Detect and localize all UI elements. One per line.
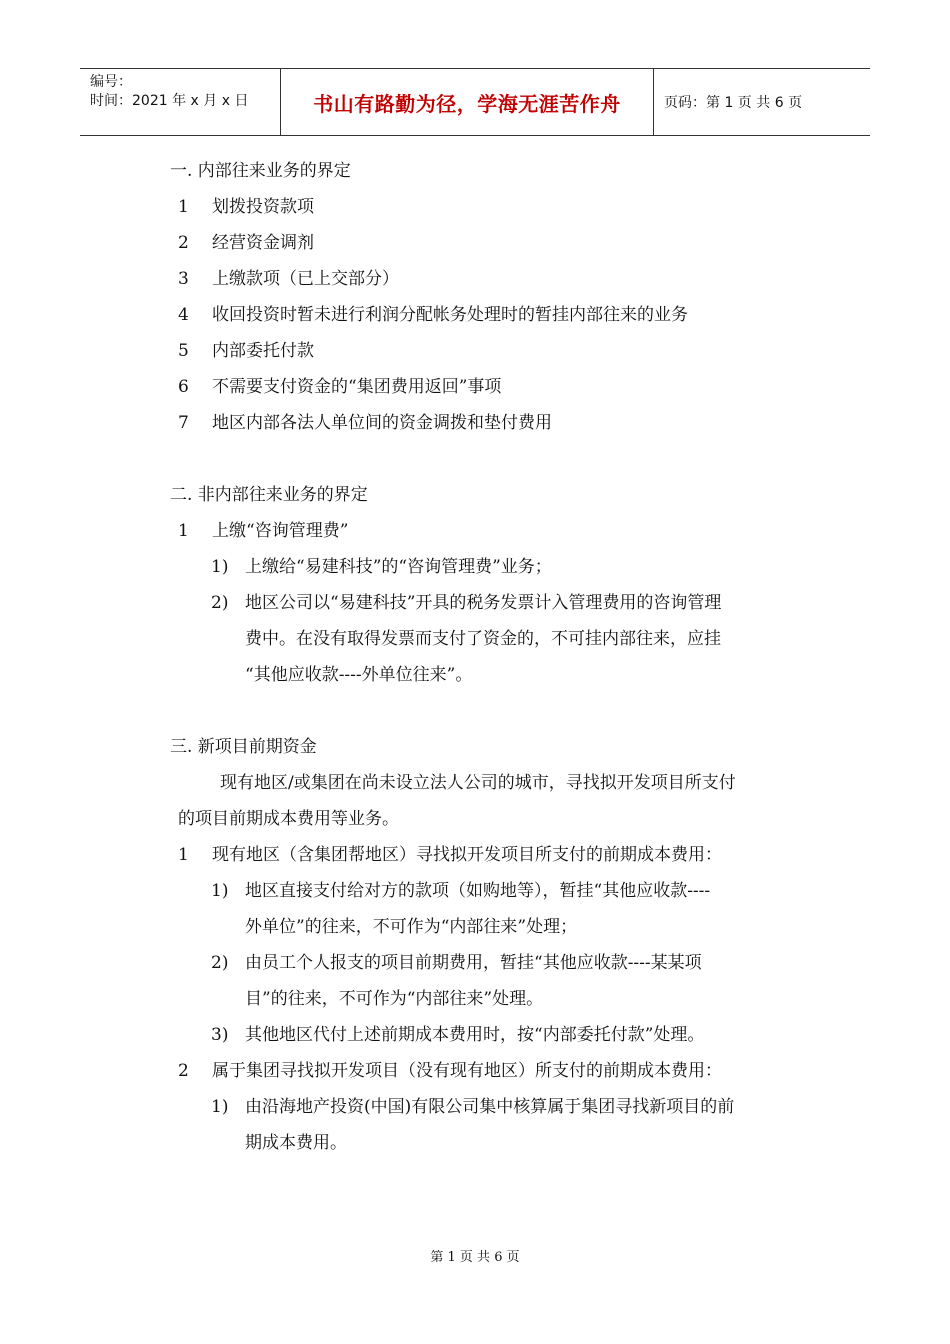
- sub-item-continuation: 费中。在没有取得发票而支付了资金的，不可挂内部往来，应挂: [245, 629, 721, 649]
- list-item-text: 地区内部各法人单位间的资金调拨和垫付费用: [212, 413, 552, 433]
- section-title: 一. 内部往来业务的界定: [170, 161, 351, 181]
- list-item: [178, 340, 314, 362]
- section-title: 三. 新项目前期资金: [170, 737, 317, 757]
- list-item: [178, 196, 314, 218]
- list-item-text: 现有地区（含集团帮地区）寻找拟开发项目所支付的前期成本费用：: [212, 845, 722, 865]
- list-item-number: 1: [178, 521, 189, 541]
- list-item: [178, 232, 314, 254]
- list-item-text: 属于集团寻找拟开发项目（没有现有地区）所支付的前期成本费用：: [212, 1061, 722, 1081]
- sub-item: [211, 952, 702, 974]
- list-item-number: 3: [178, 269, 189, 289]
- sub-item-continuation: 期成本费用。: [245, 1133, 347, 1153]
- sub-item-text: 由沿海地产投资(中国)有限公司集中核算属于集团寻找新项目的前: [245, 1097, 735, 1117]
- list-item: [178, 304, 688, 326]
- sub-item-continuation: “其他应收款----外单位往来”。: [245, 665, 473, 685]
- list-item-number: 7: [178, 413, 189, 433]
- list-item-number: 6: [178, 377, 189, 397]
- header-motto: 书山有路勤为径，学海无涯苦作舟: [281, 69, 654, 135]
- list-item-text: 经营资金调剂: [212, 233, 314, 253]
- sub-item-text: 地区公司以“易建科技”开具的税务发票计入管理费用的咨询管理: [245, 593, 722, 613]
- list-item-number: 4: [178, 305, 189, 325]
- sub-item: [211, 1024, 704, 1046]
- header-page-info: 页码：第 1 页 共 6 页: [664, 95, 803, 111]
- list-item: [178, 268, 399, 290]
- list-item-number: 2: [178, 1061, 189, 1081]
- list-item-number: 1: [178, 197, 189, 217]
- list-item: [178, 520, 348, 542]
- sub-item-continuation: 外单位”的往来，不可作为“内部往来”处理；: [245, 917, 578, 937]
- list-item-text: 上缴“咨询管理费”: [212, 521, 349, 541]
- sub-item-number: 1): [211, 881, 229, 901]
- sub-item-number: 1): [211, 557, 229, 577]
- list-item-number: 5: [178, 341, 189, 361]
- sub-item-number: 2): [211, 953, 229, 973]
- list-item-text: 划拨投资款项: [212, 197, 314, 217]
- sub-item: [211, 592, 721, 614]
- header-meta: [80, 69, 281, 135]
- date-label: 时间：2021 年 x 月 x 日: [90, 93, 249, 109]
- serial-label: 编号：: [90, 74, 132, 90]
- list-item: [178, 844, 722, 866]
- sub-item: [211, 1096, 734, 1118]
- page-header: [80, 68, 870, 136]
- list-item-text: 收回投资时暂未进行利润分配帐务处理时的暂挂内部往来的业务: [212, 305, 688, 325]
- list-item: [178, 1060, 722, 1082]
- list-item: [178, 412, 552, 434]
- sub-item: [211, 880, 710, 902]
- sub-item-text: 地区直接支付给对方的款项（如购地等），暂挂“其他应收款----: [245, 881, 711, 901]
- sub-item-number: 1): [211, 1097, 229, 1117]
- sub-item-continuation: 目”的往来，不可作为“内部往来”处理。: [245, 989, 544, 1009]
- sub-item-number: 3): [211, 1025, 229, 1045]
- list-item-text: 上缴款项（已上交部分）: [212, 269, 399, 289]
- section-title: 二. 非内部往来业务的界定: [170, 485, 368, 505]
- list-item: [178, 376, 501, 398]
- paragraph-line: 现有地区/或集团在尚未设立法人公司的城市，寻找拟开发项目所支付: [220, 773, 736, 793]
- sub-item-text: 其他地区代付上述前期成本费用时，按“内部委托付款”处理。: [245, 1025, 705, 1045]
- sub-item-text: 由员工个人报支的项目前期费用，暂挂“其他应收款----某某项: [245, 953, 702, 973]
- sub-item-text: 上缴给“易建科技”的“咨询管理费”业务；: [245, 557, 552, 577]
- paragraph-line: 的项目前期成本费用等业务。: [178, 809, 399, 829]
- sub-item-number: 2): [211, 593, 229, 613]
- sub-item: [211, 556, 552, 578]
- list-item-text: 内部委托付款: [212, 341, 314, 361]
- list-item-number: 2: [178, 233, 189, 253]
- page-footer: 第 1 页 共 6 页: [430, 1250, 520, 1265]
- list-item-text: 不需要支付资金的“集团费用返回”事项: [212, 377, 502, 397]
- list-item-number: 1: [178, 845, 189, 865]
